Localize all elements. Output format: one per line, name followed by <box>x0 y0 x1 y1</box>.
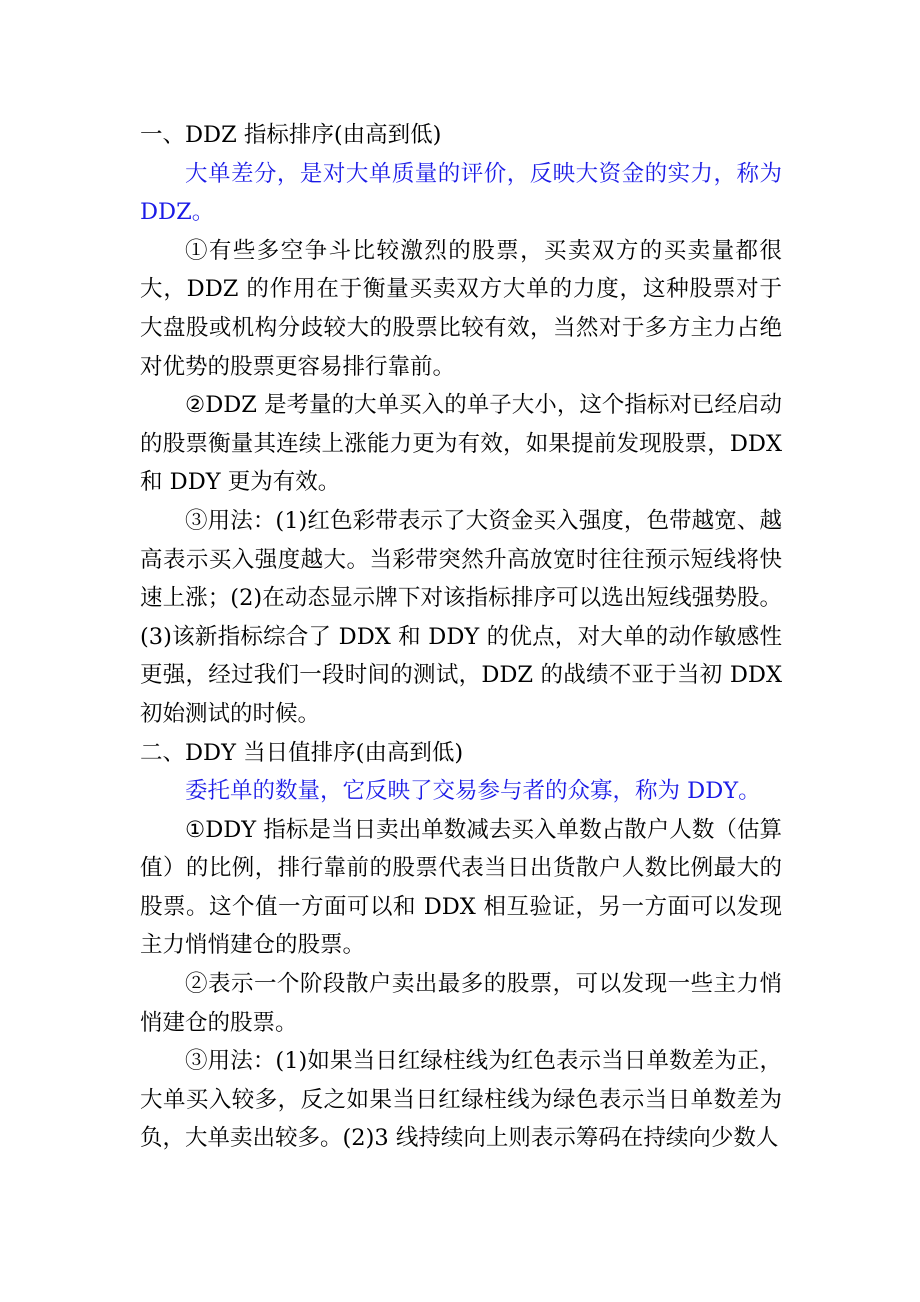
ddz-point-2: ②DDZ 是考量的大单买入的单子大小，这个指标对已经启动的股票衡量其连续上涨能力更为有效，如果提前发现股票，DDX 和 DDY 更为有效。 <box>140 392 782 496</box>
ddy-point-3: ③用法：(1)如果当日红绿柱线为红色表示当日单数差为正，大单买入较多，反之如果当日红绿柱线为绿色表示当日单数差为负，大单卖出较多。(2)3 线持续向上则表示筹码在持续向少数人 <box>140 1048 782 1152</box>
ddz-point-3: ③用法：(1)红色彩带表示了大资金买入强度，色带越宽、越高表示买入强度越大。当彩带突然升高放宽时往往预示短线将快速上涨；(2)在动态显示牌下对该指标排序可以选出短线强势股。(3)该新指标综合了 DDX 和 DDY 的优点，对大单的动作敏感性更强，经过我们一段时间的测试，DDZ 的战绩不亚于当初 DDX 初始测试的时候。 <box>140 507 782 727</box>
ddz-definition: 大单差分，是对大单质量的评价，反映大资金的实力，称为 DDZ。 <box>140 160 782 226</box>
section-heading-ddz: 一、DDZ 指标排序(由高到低) <box>140 122 442 148</box>
ddz-point-1: ①有些多空争斗比较激烈的股票，买卖双方的买卖量都很大，DDZ 的作用在于衡量买卖双方大单的力度，这种股票对于大盘股或机构分歧较大的股票比较有效，当然对于多方主力占绝对优势的股票更容易排行靠前。 <box>140 237 782 380</box>
ddy-point-2: ②表示一个阶段散户卖出最多的股票，可以发现一些主力悄悄建仓的股票。 <box>140 971 782 1036</box>
ddy-point-1: ①DDY 指标是当日卖出单数减去买入单数占散户人数（估算值）的比例，排行靠前的股票代表当日出货散户人数比例最大的股票。这个值一方面可以和 DDX 相互验证，另一方面可以发现主力悄悄建仓的股票。 <box>140 816 782 959</box>
section-heading-ddy: 二、DDY 当日值排序(由高到低) <box>140 739 464 766</box>
document-page <box>140 116 782 1158</box>
ddy-definition: 委托单的数量，它反映了交易参与者的众寡，称为 DDY。 <box>185 778 761 805</box>
